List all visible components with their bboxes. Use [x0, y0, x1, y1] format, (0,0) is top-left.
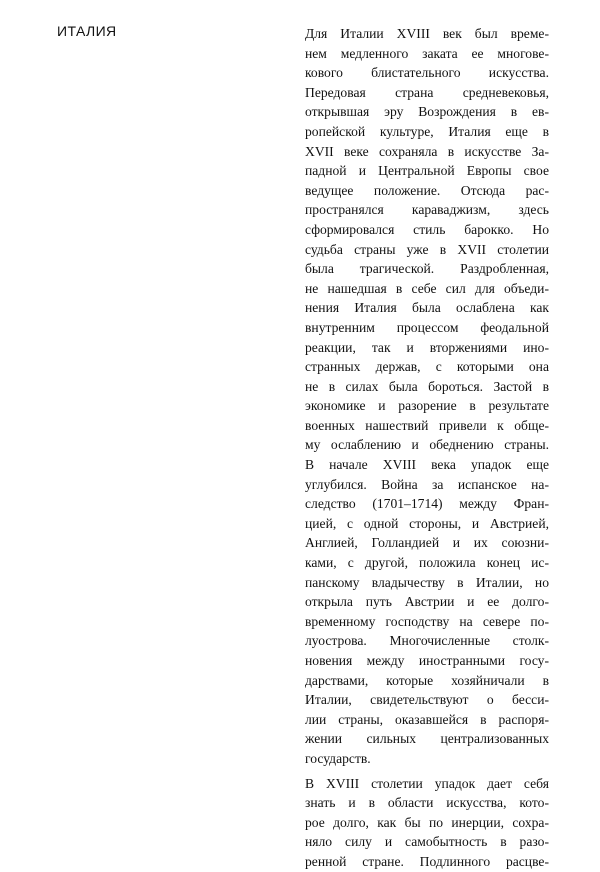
text-line: была трагической. Раздробленная,	[305, 261, 549, 277]
text-line: жении сильных централизованных	[305, 731, 549, 747]
text-line: новения между иностранными госу-	[305, 653, 549, 668]
chapter-heading: ИТАЛИЯ	[57, 23, 117, 39]
text-line: падной и Центральной Европы свое	[305, 163, 549, 179]
text-line: Для Италии XVIII век был време-	[305, 26, 549, 41]
text-line: дарствами, которые хозяйничали в	[305, 672, 549, 688]
paragraph	[305, 774, 549, 872]
paragraph	[305, 24, 549, 769]
text-line: нем медленного заката ее многове-	[305, 45, 549, 61]
text-line: государств.	[305, 750, 371, 766]
text-line: углубился. Война за испанское на-	[305, 476, 549, 492]
text-line: панскому владычеству в Италии, но	[305, 574, 549, 590]
text-line: ропейской культуре, Италия еще в	[305, 123, 549, 139]
text-line: судьба страны уже в XVII столетии	[305, 241, 549, 257]
text-line: В начале XVIII века упадок еще	[305, 457, 549, 473]
text-line: странных держав, с которыми она	[305, 359, 549, 375]
text-line: экономике и разорение в результате	[305, 398, 549, 414]
text-line: Англией, Голландией и их союзни-	[305, 535, 549, 551]
text-line: не в силах была бороться. Застой в	[305, 378, 549, 394]
text-line: рое долго, как бы по инерции, сохра-	[305, 814, 549, 830]
text-line: открывшая эру Возрождения в ев-	[305, 104, 549, 120]
text-line: му ослаблению и обеднению страны.	[305, 437, 549, 453]
text-line: реакции, так и вторжениями ино-	[305, 339, 549, 355]
text-line: няло силу и самобытность в разо-	[305, 834, 549, 850]
text-line: временному господству на севере по-	[305, 613, 549, 629]
text-line: ками, с другой, положила конец ис-	[305, 555, 549, 571]
text-line: ренной стране. Подлинного расцве-	[305, 853, 549, 869]
text-line: сформировался стиль барокко. Но	[305, 221, 549, 237]
text-line: XVII веке сохраняла в искусстве За-	[305, 143, 549, 159]
text-line: следство (1701–1714) между Фран-	[305, 496, 549, 512]
text-line: пространялся караваджизм, здесь	[305, 202, 549, 218]
text-line: открыла путь Австрии и ее долго-	[305, 594, 549, 610]
text-line: кового блистательного искусства.	[305, 65, 549, 81]
text-line: лии страны, оказавшейся в распоря-	[305, 711, 549, 727]
text-line: знать и в области искусства, кото-	[305, 795, 549, 811]
text-line: цией, с одной стороны, и Австрией,	[305, 515, 549, 531]
text-line: не нашедшая в себе сил для объеди-	[305, 280, 549, 296]
text-line: луострова. Многочисленные столк-	[305, 633, 549, 649]
text-column	[305, 24, 549, 872]
text-line: В XVIII столетии упадок дает себя	[305, 775, 549, 791]
text-line: нения Италия была ослаблена как	[305, 300, 549, 316]
text-line: Италии, свидетельствуют о бесси-	[305, 692, 549, 708]
text-line: военных нашествий привели к обще-	[305, 417, 549, 433]
text-line: Передовая страна средневековья,	[305, 84, 549, 100]
text-line: внутренним процессом феодальной	[305, 319, 549, 335]
text-line: ведущее положение. Отсюда рас-	[305, 182, 549, 198]
